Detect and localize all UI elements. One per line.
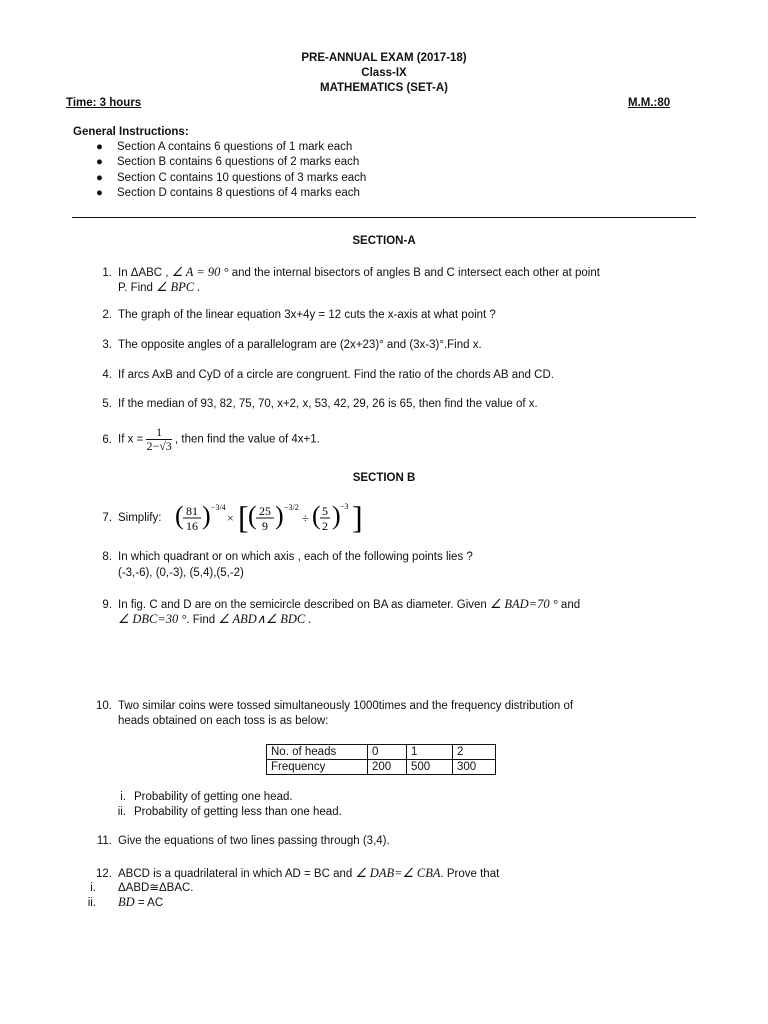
- svg-text:2: 2: [322, 519, 328, 533]
- exam-title: PRE-ANNUAL EXAM (2017-18): [301, 52, 467, 64]
- instruction-item: ● Section C contains 10 questions of 3 marks each: [96, 172, 367, 184]
- section-a-heading: SECTION-A: [352, 235, 416, 247]
- table-cell: 0: [368, 745, 407, 760]
- svg-text:81: 81: [186, 504, 198, 518]
- bullet-icon: ●: [96, 141, 103, 153]
- svg-text:]: ]: [352, 499, 363, 535]
- svg-text:5: 5: [322, 504, 328, 518]
- simplify-expression: [172, 499, 412, 539]
- svg-text:−3/4: −3/4: [211, 503, 226, 512]
- subject-label: MATHEMATICS (SET-A): [320, 82, 448, 94]
- svg-text:[: [: [238, 499, 249, 535]
- question-7: 7. Simplify: ( 81 16 ) −3/4 × [ ( 25 9 ) −3/2 ÷ ( 5 2 ) −3 ]: [90, 499, 118, 539]
- question-6: 6. If x = $\frac{1}{2-√3}$ , then find the value of 4x+1.: [102, 425, 320, 453]
- svg-text:): ): [332, 501, 341, 530]
- instruction-item: ● Section D contains 8 questions of 4 marks each: [96, 187, 360, 199]
- svg-text:(: (: [175, 501, 184, 530]
- time-label: Time: 3 hours: [66, 97, 142, 109]
- question-2: 2. The graph of the linear equation 3x+4y = 12 cuts the x-axis at what point ?: [102, 309, 496, 321]
- question-11: 11. Give the equations of two lines passing through (3,4).: [96, 835, 390, 847]
- instructions-heading: General Instructions:: [73, 126, 189, 138]
- svg-text:): ): [202, 501, 211, 530]
- question-12: 12. ABCD is a quadrilateral in which AD = BC and ∠ DAB=∠ CBA. Prove that: [96, 866, 500, 880]
- svg-text:(: (: [248, 501, 257, 530]
- svg-text:9: 9: [262, 519, 268, 533]
- svg-text:16: 16: [186, 519, 198, 533]
- table-row: [267, 760, 496, 775]
- question-5: 5. If the median of 93, 82, 75, 70, x+2, x, 53, 42, 29, 26 is 65, then find the value of x.: [102, 398, 538, 410]
- table-cell: 300: [453, 760, 496, 775]
- bullet-icon: ●: [96, 156, 103, 168]
- question-3: 3. The opposite angles of a parallelogram are (2x+23)° and (3x-3)°.Find x.: [102, 339, 482, 351]
- question-4: 4. If arcs AxB and CyD of a circle are congruent. Find the ratio of the chords AB and CD.: [102, 369, 554, 381]
- bullet-icon: ●: [96, 187, 103, 199]
- table-cell: 1: [407, 745, 453, 760]
- max-marks-label: M.M.:80: [628, 97, 671, 109]
- svg-text:÷: ÷: [302, 511, 309, 525]
- table-cell: 200: [368, 760, 407, 775]
- section-b-heading: SECTION B: [352, 472, 416, 484]
- bullet-icon: ●: [96, 172, 103, 184]
- question-9: 9. In fig. C and D are on the semicircle described on BA as diameter. Given ∠ BAD=70 ° and: [102, 597, 581, 611]
- svg-text:×: ×: [227, 511, 234, 525]
- svg-text:−3: −3: [340, 502, 349, 511]
- svg-text:25: 25: [259, 504, 271, 518]
- frequency-table: [266, 744, 496, 775]
- divider-line: [72, 217, 696, 218]
- question-12-part-ii: ii. BD = AC: [87, 895, 164, 909]
- table-cell: 2: [453, 745, 496, 760]
- fraction: $\frac{1}{2-√3}$: [146, 425, 172, 453]
- question-10-part-i: i. Probability of getting one head.: [120, 791, 293, 803]
- question-1-cont: P. Find ∠ BPC .: [118, 280, 201, 294]
- question-9-cont: ∠ DBC=30 °. Find ∠ ABD∧∠ BDC .: [118, 612, 312, 626]
- table-cell: No. of heads: [267, 745, 368, 760]
- question-12-part-i: i. ΔABD≅ΔBAC.: [90, 882, 194, 894]
- svg-text:−3/2: −3/2: [284, 503, 299, 512]
- table-cell: 500: [407, 760, 453, 775]
- svg-text:(: (: [312, 501, 321, 530]
- instruction-item: ● Section B contains 6 questions of 2 marks each: [96, 156, 360, 168]
- question-10: 10. Two similar coins were tossed simultaneously 1000times and the frequency distribution of: [96, 700, 574, 712]
- svg-text:): ): [275, 501, 284, 530]
- question-1: 1. In ΔABC , ∠ A = 90 ° and the internal bisectors of angles B and C intersect each other at point: [102, 265, 600, 279]
- question-10-part-ii: ii. Probability of getting less than one head.: [117, 806, 342, 818]
- class-label: Class-IX: [361, 67, 407, 79]
- instruction-item: ● Section A contains 6 questions of 1 mark each: [96, 141, 353, 153]
- question-8: 8. In which quadrant or on which axis , each of the following points lies ?: [102, 551, 473, 563]
- table-cell: Frequency: [267, 760, 368, 775]
- question-10-cont: heads obtained on each toss is as below:: [118, 715, 329, 727]
- question-8-points: (-3,-6), (0,-3), (5,4),(5,-2): [118, 567, 244, 579]
- table-row: [267, 745, 496, 760]
